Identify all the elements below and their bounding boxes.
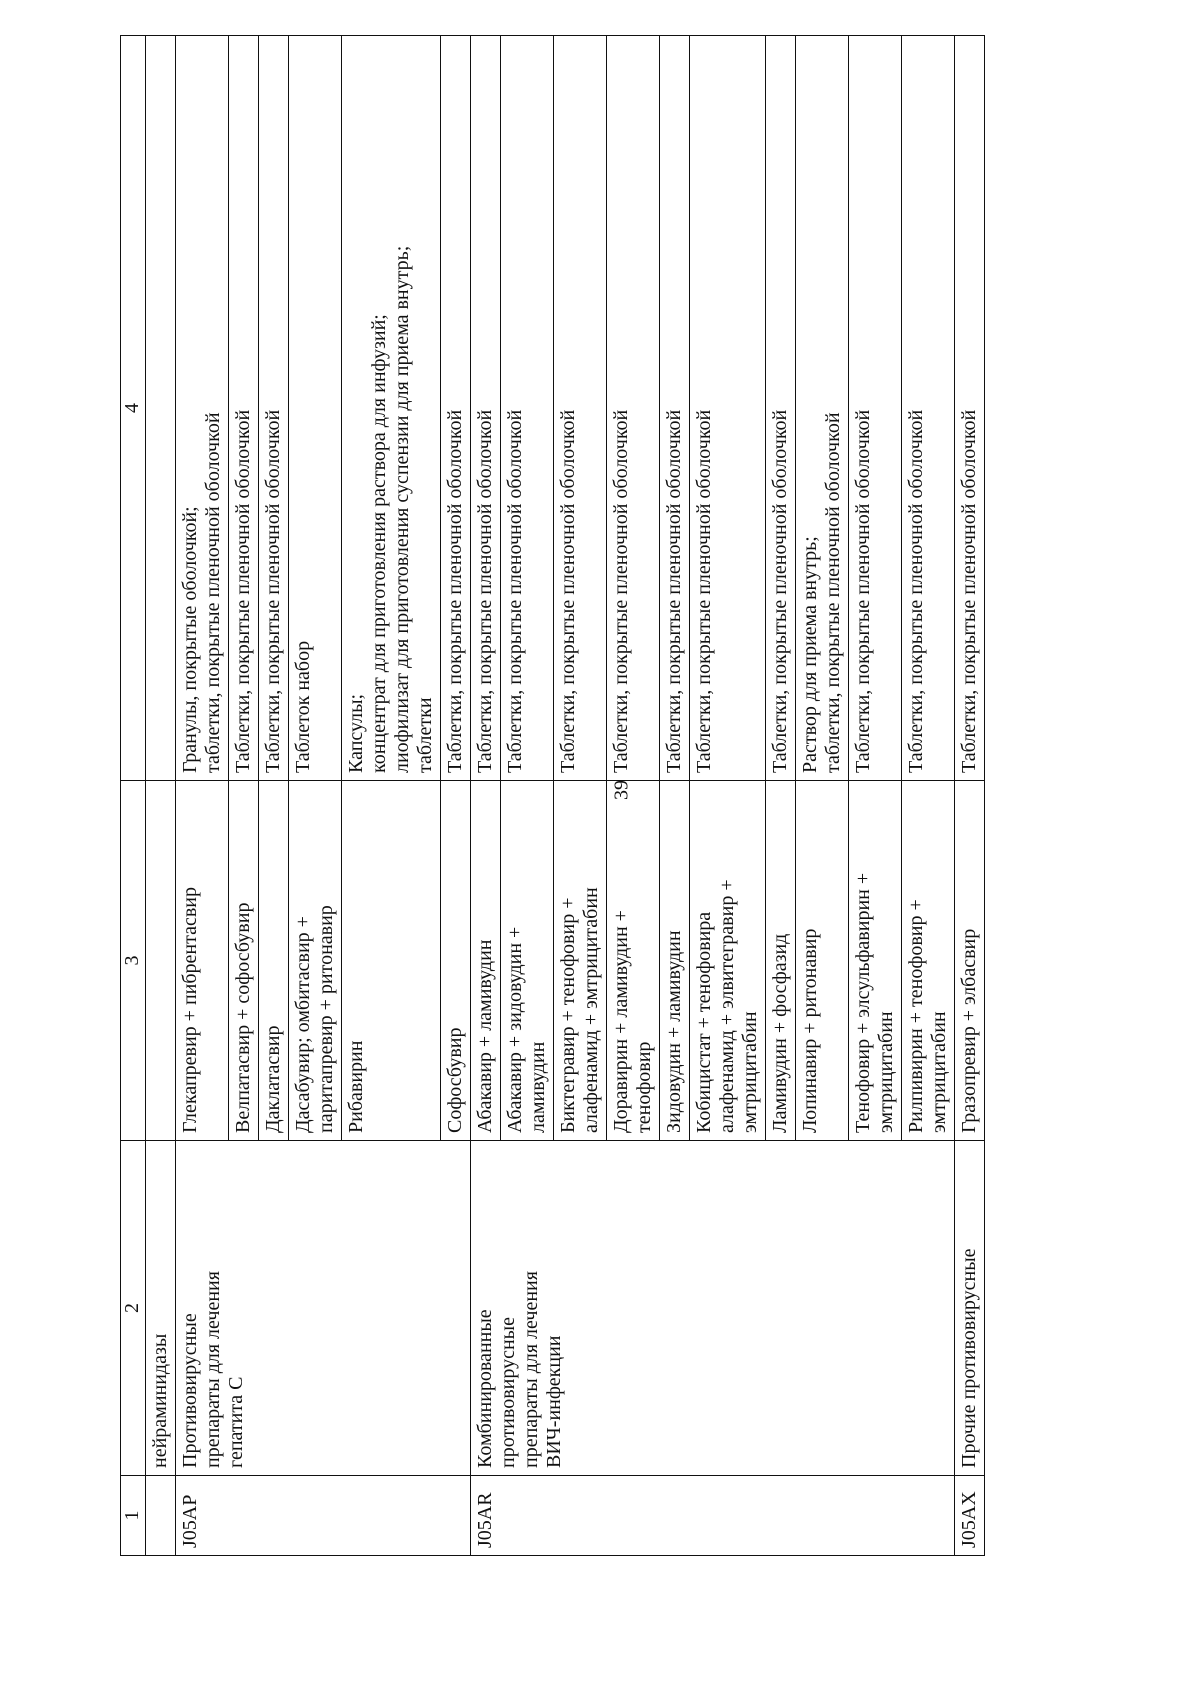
- dosage-form-line: Таблетки, покрытые пленочной оболочкой: [262, 409, 284, 773]
- dosage-form-line: Таблетки, покрытые пленочной оболочкой: [557, 409, 579, 773]
- rotated-table-wrapper: [120, 36, 1200, 1556]
- drug-name-cell: [289, 781, 342, 1141]
- column-header-3: 3: [121, 781, 146, 1141]
- drug-name-cell: [441, 781, 471, 1141]
- dosage-form-line: Таблетки, покрытые пленочной оболочкой: [474, 409, 496, 773]
- drug-name-line: Тенофовир + элсульфавирин +: [852, 872, 874, 1133]
- dosage-form-line: Капсулы;: [345, 693, 367, 773]
- drug-name-cell: [176, 781, 229, 1141]
- drug-name-cell: [501, 781, 554, 1141]
- table-row: [471, 36, 501, 1556]
- drug-name-line: Биктегравир + тенофовир +: [557, 897, 579, 1133]
- dosage-form-cell: [342, 36, 441, 781]
- dosage-form-cell: [259, 36, 289, 781]
- dosage-form-line: Таблетки, покрытые пленочной оболочкой: [232, 409, 254, 773]
- drug-name-cell: [342, 781, 441, 1141]
- group-name-line: Комбинированные: [474, 1309, 496, 1468]
- drug-name-line: Гразопревир + элбасвир: [958, 928, 980, 1133]
- drug-name-cell: [902, 781, 955, 1141]
- dosage-form-line: Таблетки, покрытые пленочной оболочкой: [610, 409, 632, 773]
- dosage-form-line: Раствор для приема внутрь;: [799, 536, 821, 773]
- dosage-form-cell: [607, 36, 660, 781]
- dosage-form-line: таблетки: [414, 697, 436, 773]
- drug-name-line: ламивудин: [527, 1041, 549, 1133]
- dosage-form-line: таблетки, покрытые пленочной оболочкой: [822, 412, 844, 773]
- drug-name-line: Велпатасвир + софосбувир: [232, 902, 254, 1133]
- dosage-form-cell: [441, 36, 471, 781]
- drug-name-line: Рибавирин: [345, 1040, 367, 1133]
- dosage-form-cell: [176, 36, 229, 781]
- drug-name-cell: [660, 781, 690, 1141]
- atc-code-cell: J05AR: [471, 1476, 955, 1556]
- dosage-form-line: Таблетки, покрытые пленочной оболочкой: [444, 409, 466, 773]
- dosage-form-cell: [766, 36, 796, 781]
- drug-name-cell: [766, 781, 796, 1141]
- dosage-form-cell: [660, 36, 690, 781]
- drug-name-cell: [229, 781, 259, 1141]
- drug-name-line: Абакавир + ламивудин: [474, 939, 496, 1133]
- atc-code-cell: J05AP: [176, 1476, 471, 1556]
- drug-name-line: Софосбувир: [444, 1027, 466, 1133]
- dosage-form-line: Таблетки, покрытые пленочной оболочкой: [693, 409, 715, 773]
- drug-name-line: Глекапревир + пибрентасвир: [179, 887, 201, 1133]
- group-name-cell: [955, 1141, 985, 1476]
- dosage-form-cell: [849, 36, 902, 781]
- dosage-form-cell: [471, 36, 501, 781]
- dosage-form-line: концентрат для приготовления раствора для инфузий;: [368, 314, 390, 773]
- drug-name-line: Даклатасвир: [262, 1025, 284, 1133]
- group-name-line: гепатита С: [225, 1376, 247, 1468]
- dosage-form-line: Таблеток набор: [292, 640, 314, 773]
- group-name-line: препараты для лечения: [520, 1271, 542, 1468]
- dosage-form-line: Таблетки, покрытые пленочной оболочкой: [663, 409, 685, 773]
- drug-name-line: Ламивудин + фосфазид: [769, 933, 791, 1133]
- drug-name-cell: [849, 781, 902, 1141]
- dosage-form-cell: [955, 36, 985, 781]
- atc-code-cell: J05AX: [955, 1476, 985, 1556]
- dosage-form-line: лиофилизат для приготовления суспензии для приема внутрь;: [391, 245, 413, 773]
- drug-name-line: эмтрицитабин: [875, 1011, 897, 1133]
- drug-name-line: алафенамид + элвитегравир +: [716, 879, 738, 1133]
- drug-name-line: паритапревир + ритонавир: [315, 905, 337, 1133]
- drug-name-line: Доравирин + ламивудин +: [610, 910, 632, 1133]
- group-name-line: ВИЧ-инфекции: [543, 1335, 565, 1468]
- dosage-form-cell: [690, 36, 766, 781]
- group-name-line: Прочие противовирусные: [958, 1248, 980, 1468]
- column-header-2: 2: [121, 1141, 146, 1476]
- group-name-line: препараты для лечения: [202, 1271, 224, 1468]
- page-number: 39: [610, 780, 633, 800]
- dosage-form-line: таблетки, покрытые пленочной оболочкой: [202, 412, 224, 773]
- table-row: [955, 36, 985, 1556]
- table-row: [176, 36, 229, 1556]
- drug-name-cell: [259, 781, 289, 1141]
- dosage-form-cell: [289, 36, 342, 781]
- drug-name-cell: [471, 781, 501, 1141]
- dosage-form-cell: [796, 36, 849, 781]
- drug-name-line: эмтрицитабин: [928, 1011, 950, 1133]
- drug-name-line: Кобицистат + тенофовира: [693, 911, 715, 1133]
- group-name-cell: [176, 1141, 471, 1476]
- column-header-1: 1: [121, 1476, 146, 1556]
- drug-name-line: тенофовир: [633, 1041, 655, 1133]
- continuation-row: [146, 36, 176, 1556]
- drug-name-cell: [690, 781, 766, 1141]
- drug-name-cell: [796, 781, 849, 1141]
- dosage-form-cell: [902, 36, 955, 781]
- dosage-form-cell: [554, 36, 607, 781]
- drug-name-line: Зидовудин + ламивудин: [663, 930, 685, 1133]
- dosage-form-line: Таблетки, покрытые пленочной оболочкой: [958, 409, 980, 773]
- dosage-form-cell: [229, 36, 259, 781]
- dosage-form-line: Таблетки, покрытые пленочной оболочкой: [504, 409, 526, 773]
- table-body: [146, 36, 985, 1556]
- drug-name-line: Абакавир + зидовудин +: [504, 926, 526, 1133]
- column-header-4: 4: [121, 36, 146, 781]
- dosage-form-line: Таблетки, покрытые пленочной оболочкой: [852, 409, 874, 773]
- drug-name-cell: [554, 781, 607, 1141]
- dosage-form-line: Таблетки, покрытые пленочной оболочкой: [905, 409, 927, 773]
- continuation-text: нейраминидазы: [146, 1141, 176, 1476]
- dosage-form-line: Гранулы, покрытые оболочкой;: [179, 506, 201, 773]
- drug-table: [120, 35, 985, 1556]
- drug-name-line: Лопинавир + ритонавир: [799, 928, 821, 1133]
- group-name-line: противовирусные: [497, 1317, 519, 1468]
- group-name-line: Противовирусные: [179, 1313, 201, 1468]
- dosage-form-cell: [501, 36, 554, 781]
- drug-name-line: Дасабувир; омбитасвир +: [292, 916, 314, 1133]
- dosage-form-line: Таблетки, покрытые пленочной оболочкой: [769, 409, 791, 773]
- table-header-row: [121, 36, 146, 1556]
- drug-name-line: алафенамид + эмтрицитабин: [580, 887, 602, 1133]
- drug-name-cell: [955, 781, 985, 1141]
- group-name-cell: [471, 1141, 955, 1476]
- drug-name-line: Рилпивирин + тенофовир +: [905, 899, 927, 1133]
- drug-name-line: эмтрицитабин: [739, 1011, 761, 1133]
- drug-name-cell: [607, 781, 660, 1141]
